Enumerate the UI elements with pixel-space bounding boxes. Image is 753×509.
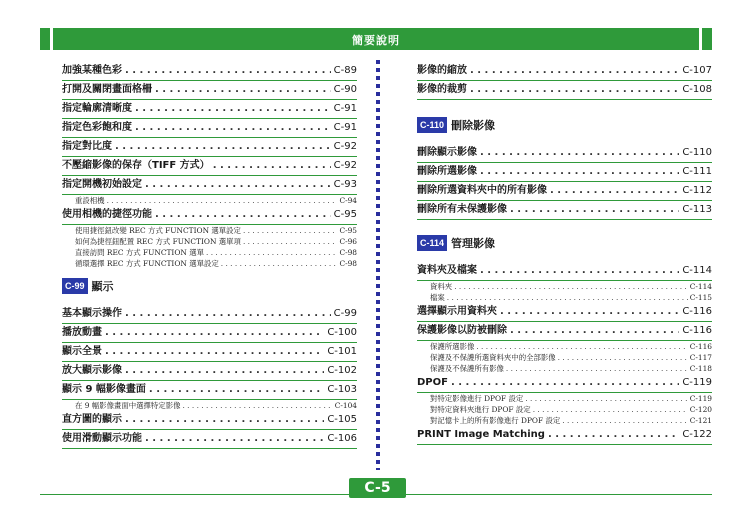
toc-subentry[interactable]: 檔案 . . . C-115 — [417, 292, 712, 303]
section-title: 顯示 — [91, 280, 114, 293]
toc-entry[interactable]: PRINT Image Matching . . . C-122 — [417, 426, 712, 445]
toc-entry[interactable]: 放大顯示影像 . . . C-102 — [62, 362, 357, 381]
toc-entry[interactable]: 指定色彩飽和度 . . . C-91 — [62, 119, 357, 138]
toc-entry[interactable]: 選擇顯示用資料夾 . . . C-116 — [417, 303, 712, 322]
toc-entry[interactable]: 不壓縮影像的保存（TIFF 方式） . . . C-92 — [62, 157, 357, 176]
toc-subentry[interactable]: 保護及不保護所選資料夾中的全部影像 . . . C-117 — [417, 352, 712, 363]
toc-subentry[interactable]: 使用捷徑鈕改變 REC 方式 FUNCTION 選單設定 . . . C-95 — [62, 225, 357, 236]
header-bar — [40, 28, 712, 50]
left-column — [62, 62, 357, 449]
toc-entry[interactable]: 顯示 9 幅影像畫面 . . . C-103 — [62, 381, 357, 400]
toc-entry[interactable]: 加強某種色彩 . . . C-89 — [62, 62, 357, 81]
toc-entry[interactable]: 刪除顯示影像 . . . C-110 — [417, 144, 712, 163]
toc-subentry[interactable]: 對特定資料夾進行 DPOF 設定 . . . C-120 — [417, 404, 712, 415]
toc-entry[interactable]: 保護影像以防被刪除 . . . C-116 — [417, 322, 712, 341]
toc-entry[interactable]: DPOF . . . C-119 — [417, 374, 712, 393]
toc-entry[interactable]: 資料夾及檔案 . . . C-114 — [417, 262, 712, 281]
toc-entry[interactable]: 刪除所有未保護影像 . . . C-113 — [417, 201, 712, 220]
toc-entry[interactable]: 使用滑動顯示功能 . . . C-106 — [62, 430, 357, 449]
toc-entry[interactable]: 影像的縮放 . . . C-107 — [417, 62, 712, 81]
toc-entry[interactable]: 打開及關閉畫面格柵 . . . C-90 — [62, 81, 357, 100]
section-heading-display — [62, 275, 357, 297]
toc-subentry[interactable]: 保護及不保護所有影像 . . . C-118 — [417, 363, 712, 374]
toc-entry[interactable]: 指定開機初始設定 . . . C-93 — [62, 176, 357, 195]
page-title: 簡要說明 — [352, 34, 400, 47]
section-page-badge[interactable]: C-110 — [417, 117, 447, 133]
toc-entry[interactable]: 使用相機的捷徑功能 . . . C-95 — [62, 206, 357, 225]
toc-subentry[interactable]: 在 9 幅影像畫面中選擇特定影像 . . . C-104 — [62, 400, 357, 411]
toc-entry[interactable]: 影像的裁剪 . . . C-108 — [417, 81, 712, 100]
toc-entry[interactable]: 播放動畫 . . . C-100 — [62, 324, 357, 343]
toc-entry[interactable]: 直方圖的顯示 . . . C-105 — [62, 411, 357, 430]
toc-entry[interactable]: 刪除所選資料夾中的所有影像 . . . C-112 — [417, 182, 712, 201]
section-title: 刪除影像 — [451, 119, 496, 132]
toc-subentry[interactable]: 循環選擇 REC 方式 FUNCTION 選單設定 . . . C-98 — [62, 258, 357, 269]
page-number: C-5 — [349, 478, 406, 498]
toc-entry[interactable]: 刪除所選影像 . . . C-111 — [417, 163, 712, 182]
toc-entry[interactable]: 指定輪廓清晰度 . . . C-91 — [62, 100, 357, 119]
section-heading-delete — [417, 114, 712, 136]
toc-subentry[interactable]: 保護所選影像 . . . C-116 — [417, 341, 712, 352]
toc-entry[interactable]: 顯示全景 . . . C-101 — [62, 343, 357, 362]
toc-subentry[interactable]: 重設相機 . . . C-94 — [62, 195, 357, 206]
section-title: 管理影像 — [451, 237, 496, 250]
column-divider — [376, 60, 380, 470]
toc-subentry[interactable]: 對特定影像進行 DPOF 設定 . . . C-119 — [417, 393, 712, 404]
toc-entry[interactable]: 基本顯示操作 . . . C-99 — [62, 305, 357, 324]
toc-subentry[interactable]: 直接訪問 REC 方式 FUNCTION 選單 . . . C-98 — [62, 247, 357, 258]
right-column — [417, 62, 712, 445]
section-heading-manage — [417, 232, 712, 254]
toc-subentry[interactable]: 資料夾 . . . C-114 — [417, 281, 712, 292]
toc-subentry[interactable]: 如何為捷徑鈕配置 REC 方式 FUNCTION 選單項 . . . C-96 — [62, 236, 357, 247]
toc-entry[interactable]: 指定對比度 . . . C-92 — [62, 138, 357, 157]
toc-subentry[interactable]: 對記憶卡上的所有影像進行 DPOF 設定 . . . C-121 — [417, 415, 712, 426]
section-page-badge[interactable]: C-114 — [417, 235, 447, 251]
section-page-badge[interactable]: C-99 — [62, 278, 88, 294]
